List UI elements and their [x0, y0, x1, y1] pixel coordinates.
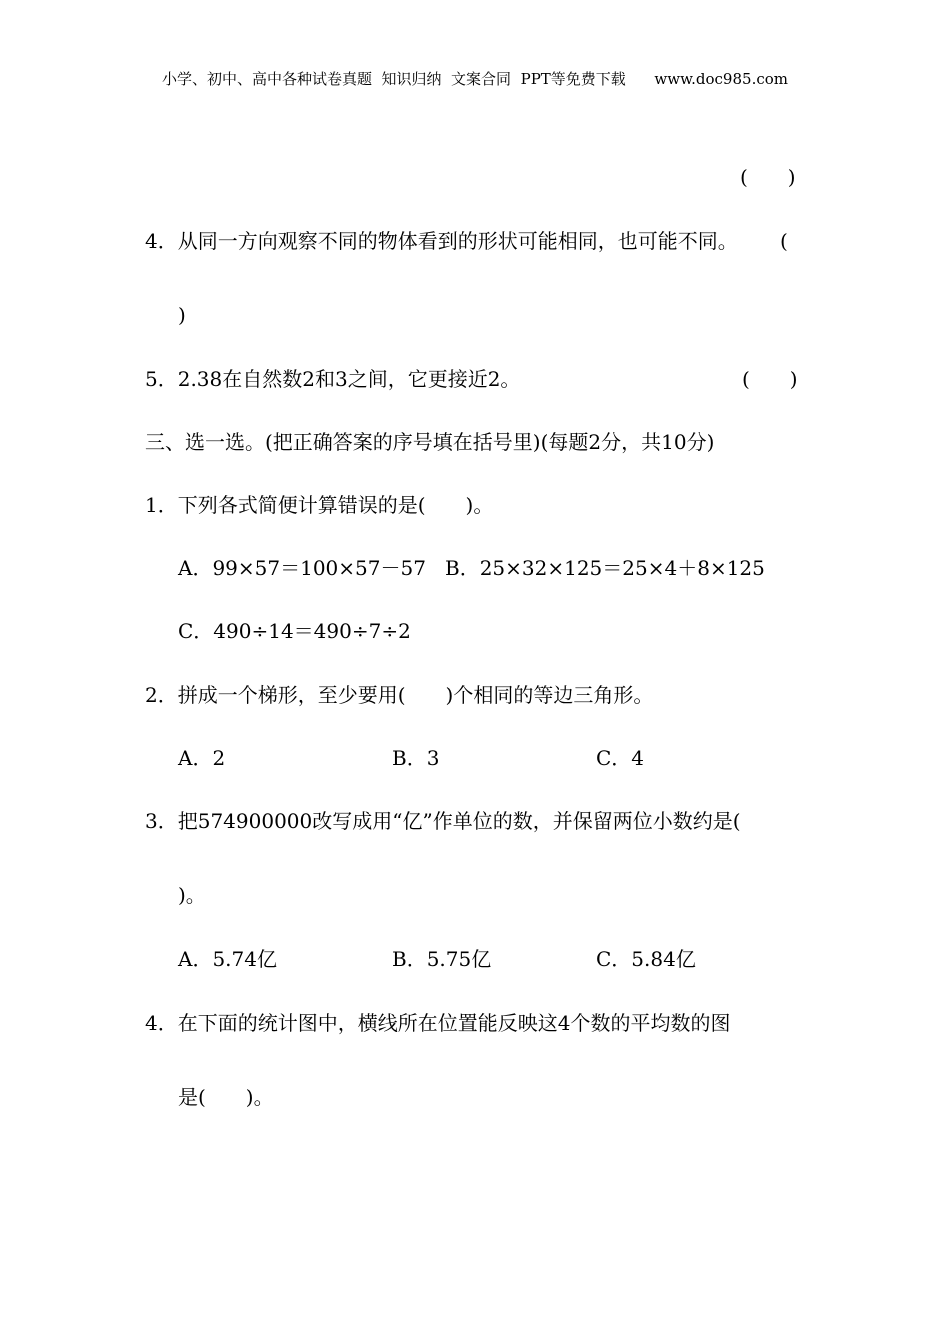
option-b: B．3	[392, 746, 440, 770]
option-c: C．490÷14＝490÷7÷2	[178, 619, 411, 643]
option-c: C．4	[596, 746, 645, 770]
section-title: 三、选一选。(把正确答案的序号填在括号里)(每题2分，共10分)	[145, 430, 715, 454]
option-a: A．2	[178, 746, 226, 770]
page-header: 小学、初中、高中各种试卷真题 知识归纳 文案合同 PPT等免费下载 www.doc985.com	[161, 70, 788, 88]
answer-blank: ( )	[742, 367, 798, 391]
option-c: C．5.84亿	[596, 947, 696, 971]
question-text: 3．把574900000改写成用“亿”作单位的数，并保留两位小数约是(	[145, 809, 741, 833]
option-b: B．25×32×125＝25×4＋8×125	[445, 556, 765, 580]
option-a: A．5.74亿	[178, 947, 277, 971]
answer-blank-open: (	[780, 229, 788, 253]
option-a: A．99×57＝100×57－57	[178, 556, 426, 580]
question-text-continued: )。	[178, 883, 206, 907]
answer-blank: ( )	[740, 165, 796, 189]
option-b: B．5.75亿	[392, 947, 492, 971]
question-text: 4．在下面的统计图中，横线所在位置能反映这4个数的平均数的图	[145, 1011, 731, 1035]
question-text-continued: 是( )。	[178, 1085, 274, 1109]
question-text: 5．2.38在自然数2和3之间，它更接近2。	[145, 367, 521, 391]
question-text: 1．下列各式简便计算错误的是( )。	[145, 493, 494, 517]
question-text: 2．拼成一个梯形，至少要用( )个相同的等边三角形。	[145, 683, 654, 707]
question-text: 4．从同一方向观察不同的物体看到的形状可能相同，也可能不同。	[145, 229, 738, 253]
answer-blank-close: )	[178, 303, 186, 327]
